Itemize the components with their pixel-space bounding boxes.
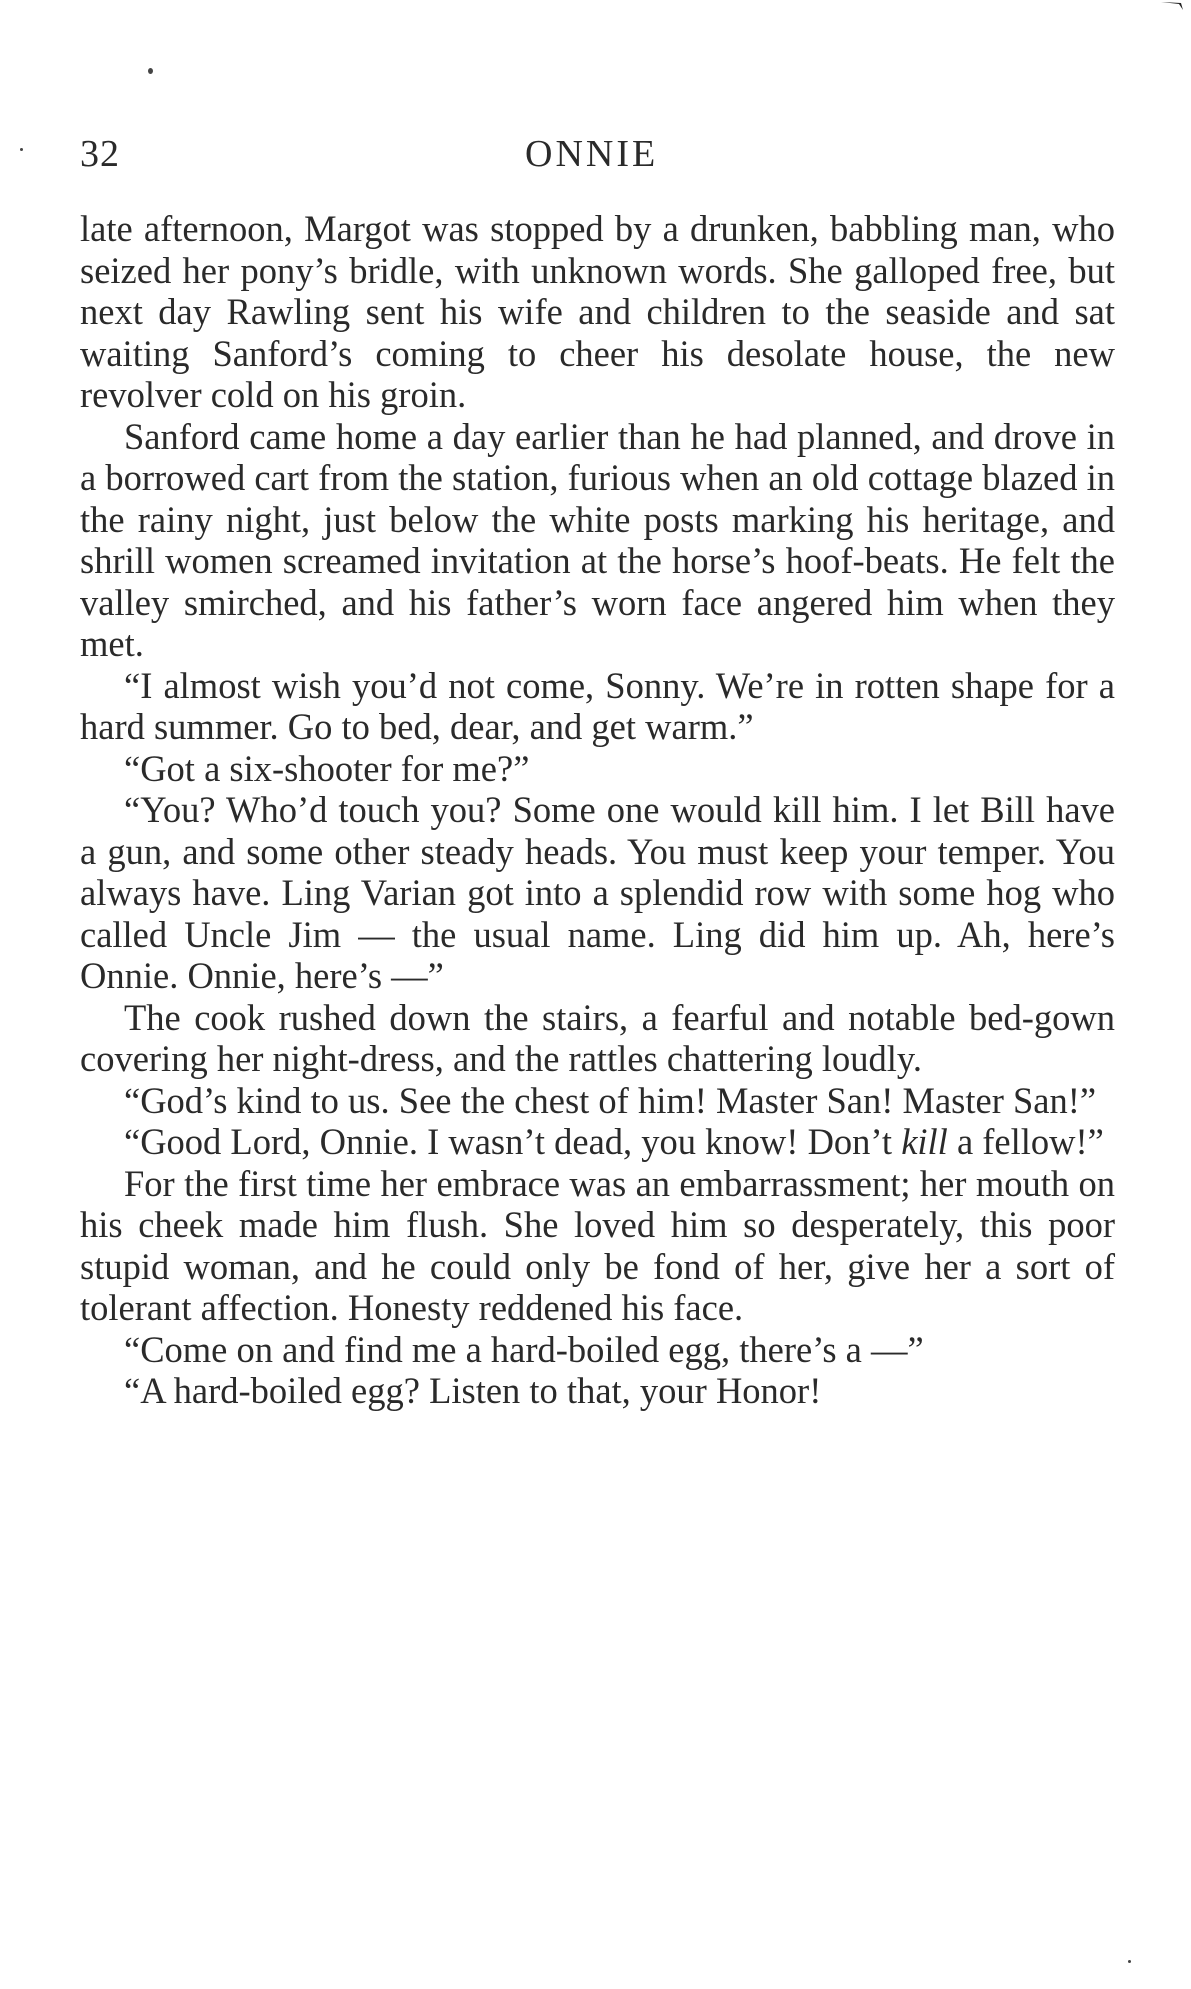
print-speck [1128, 1960, 1131, 1963]
paragraph [80, 1121, 1115, 1163]
paragraph: “Got a six-shooter for me?” [124, 747, 530, 789]
paragraph: “God’s kind to us. See the chest of him! Master San! Master San!” [124, 1079, 1097, 1121]
page-corner-mark [1161, 0, 1183, 10]
body-text [80, 208, 1115, 1412]
running-head: ONNIE [525, 133, 659, 175]
paragraph: “You? Who’d touch you? Some one would kill him. I let Bill have a gun, and some other steady heads. You must keep your temper. You always have. Ling Varian got into a splendid row with some hog who called Uncle Jim — the usual name. Ling did him up. Ah, here’s Onnie. Onnie, here’s —” [80, 789, 1115, 996]
dialogue-line: “Good Lord, Onnie. I wasn’t dead, you know! [124, 1121, 799, 1162]
dialogue-line-prefix: Don’t [807, 1121, 902, 1162]
paragraph: For the first time her embrace was an embarrassment; her mouth on his cheek made him flush. She loved him so desperately, this poor stupid woman, and he could only be fond of her, give her a sort of tolerant affection. Honesty reddened his face. [80, 1162, 1115, 1328]
paragraph: “A hard-boiled egg? Listen to that, your Honor! [124, 1370, 822, 1411]
paragraph: “I almost wish you’d not come, Sonny. We’re in rotten shape for a hard summer. Go to bed, dear, and get warm.” [80, 664, 1115, 747]
page-header [80, 132, 1110, 182]
paragraph: The cook rushed down the stairs, a fearful and notable bed-gown covering her night-dress, and the rattles chattering loudly. [80, 996, 1115, 1079]
page-number: 32 [80, 133, 120, 175]
emphasized-word: kill [901, 1121, 948, 1162]
print-speck [148, 68, 153, 74]
dialogue-line-suffix: a fellow!” [947, 1121, 1104, 1162]
paragraph: “Come on and find me a hard-boiled egg, there’s a —” [124, 1328, 924, 1370]
paragraph: Sanford came home a day earlier than he had planned, and drove in a borrowed cart from the station, furious when an old cottage blazed in the rainy night, just below the white posts marking his heritage, and shrill women screamed invitation at the horse’s hoof-beats. He felt the valley smirched, and his father’s worn face angered him when they met. [80, 415, 1115, 664]
print-speck [20, 148, 23, 151]
paragraph: late afternoon, Margot was stopped by a drunken, babbling man, who seized her pony’s bridle, with unknown words. She galloped free, but next day Rawling sent his wife and children to the seaside and sat waiting Sanford’s coming to cheer his desolate house, the new revolver cold on his groin. [80, 208, 1115, 415]
